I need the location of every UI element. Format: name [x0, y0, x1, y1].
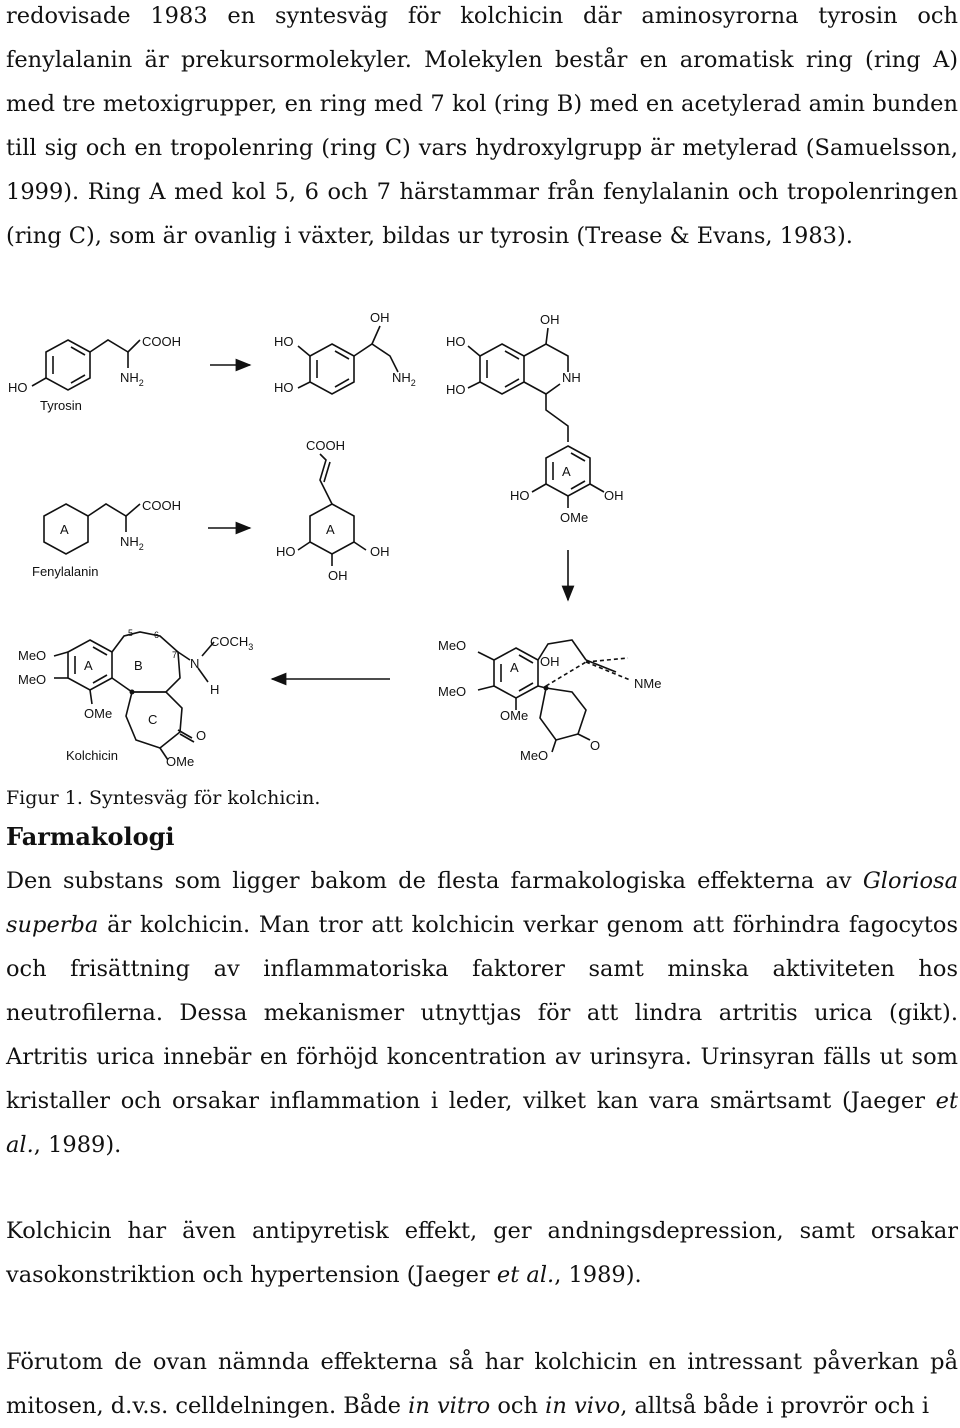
intro-text: redovisade 1983 en syntesväg för kolchicin där aminosyrorna tyrosin och fenylalanin är prekursormolekyler. Molekylen består en aromatisk ring (ring A) med tre metoxigrupper, en ring med 7 kol (ring B) med en acetylerad amin bunden till sig och en tropolenring (ring C) vars hydroxylgrupp är metylerad (Samuelsson, 1999). Ring A med kol 5, 6 och 7 härstammar från fenylalanin och tropolenringen (ring C), som är ovanlig i växter, bildas ur tyrosin (Trease & Evans, 1983).	[6, 3, 958, 249]
label-o: O	[590, 738, 601, 753]
label-n: N	[190, 656, 200, 671]
label-oh: OH	[540, 312, 560, 327]
p3-text-mid: och	[490, 1393, 546, 1419]
label-ring-a: A	[60, 522, 69, 537]
label-cooh: COOH	[142, 498, 181, 513]
p1-text-end: , 1989).	[33, 1132, 122, 1158]
synthesis-scheme	[0, 300, 960, 780]
label-ring-a: A	[84, 658, 93, 673]
p1-etal: et al.	[6, 1088, 958, 1158]
label-ring-a: A	[562, 464, 571, 479]
label-o: O	[196, 728, 207, 743]
label-meo: MeO	[520, 748, 549, 763]
label-nh2: $NH_2$	[120, 534, 144, 552]
label-c7: 7	[172, 650, 178, 660]
paragraph-2	[6, 1209, 958, 1297]
label-ho: HO	[446, 334, 466, 349]
label-nh2: $NH_2$	[120, 370, 144, 388]
paragraph-1	[6, 859, 958, 1167]
label-c5: 5	[128, 628, 134, 638]
p3-invitro: in vitro	[408, 1393, 491, 1419]
figure-caption: Figur 1. Syntesväg för kolchicin.	[6, 787, 321, 809]
paragraph-3	[6, 1340, 958, 1428]
p2-etal: et al.	[496, 1262, 555, 1288]
p3-text-end: , alltså både i provrör och i	[620, 1393, 930, 1419]
p1-text: Den substans som ligger bakom de flesta farmakologiska effekterna av	[6, 868, 863, 894]
label-ho: HO	[510, 488, 530, 503]
label-cooh: COOH	[142, 334, 181, 349]
label-h: H	[210, 682, 220, 697]
label-oh: OH	[540, 654, 560, 669]
label-ome: OMe	[500, 708, 529, 723]
p1-species: Gloriosa superba	[6, 868, 958, 938]
label-oh: OH	[370, 544, 390, 559]
label-meo: MeO	[438, 638, 467, 653]
label-ome: OMe	[560, 510, 589, 525]
p2-text-end: , 1989).	[554, 1262, 642, 1288]
label-ho: HO	[8, 380, 28, 395]
dopamine-intermediate	[298, 326, 398, 394]
label-ho: HO	[274, 334, 294, 349]
label-ome: OMe	[84, 706, 113, 721]
label-cooh: COOH	[306, 438, 345, 453]
label-oh: OH	[328, 568, 348, 583]
synthesis-figure	[0, 300, 960, 780]
label-tyrosin: Tyrosin	[40, 398, 82, 413]
label-ring-c: C	[148, 712, 158, 727]
label-oh: OH	[370, 310, 390, 325]
label-nh2: $NH_2$	[392, 370, 416, 388]
label-nh: NH	[562, 370, 581, 385]
isoquinoline-intermediate	[468, 328, 604, 508]
label-ho: HO	[274, 380, 294, 395]
label-meo: MeO	[18, 648, 47, 663]
label-meo: MeO	[18, 672, 47, 687]
label-ring-a: A	[326, 522, 335, 537]
label-c6: 6	[154, 630, 160, 640]
colchicine-structure	[54, 632, 214, 760]
label-ring-b: B	[134, 658, 143, 673]
label-oh: OH	[604, 488, 624, 503]
section-heading: Farmakologi	[6, 822, 175, 851]
label-kolchicin: Kolchicin	[66, 748, 119, 763]
intro-paragraph	[6, 0, 958, 258]
p3-invivo: in vivo	[545, 1393, 621, 1419]
p3-text: Förutom de ovan nämnda effekterna så har kolchicin en intressant påverkan på mitosen, d.v.s. celldelningen. Både	[6, 1349, 958, 1419]
p1-text-mid: är kolchicin. Man tror att kolchicin verkar genom att förhindra fagocytos och frisättning av inflammatoriska faktorer samt minska aktiviteten hos neutrofilerna. Dessa mekanismer utnyttjas för att lindra artritis urica (gikt). Artritis urica innebär en förhöjd koncentration av urinsyra. Urinsyran fälls ut som kristaller och orsakar inflammation i leder, vilket kan vara smärtsamt (Jaeger	[6, 912, 958, 1114]
label-ring-a: A	[510, 660, 519, 675]
p2-text: Kolchicin har även antipyretisk effekt, ger andningsdepression, samt orsakar vasokonstriktion och hypertension (Jaeger	[6, 1218, 958, 1288]
label-meo: MeO	[438, 684, 467, 699]
label-ho: HO	[446, 382, 466, 397]
label-ome: OMe	[166, 754, 195, 769]
label-coch3: $COCH_3$	[210, 634, 254, 652]
label-nme: NMe	[634, 676, 662, 691]
label-fenylalanin: Fenylalanin	[32, 564, 99, 579]
cinnamic-acid-intermediate	[298, 454, 366, 566]
label-ho: HO	[276, 544, 296, 559]
